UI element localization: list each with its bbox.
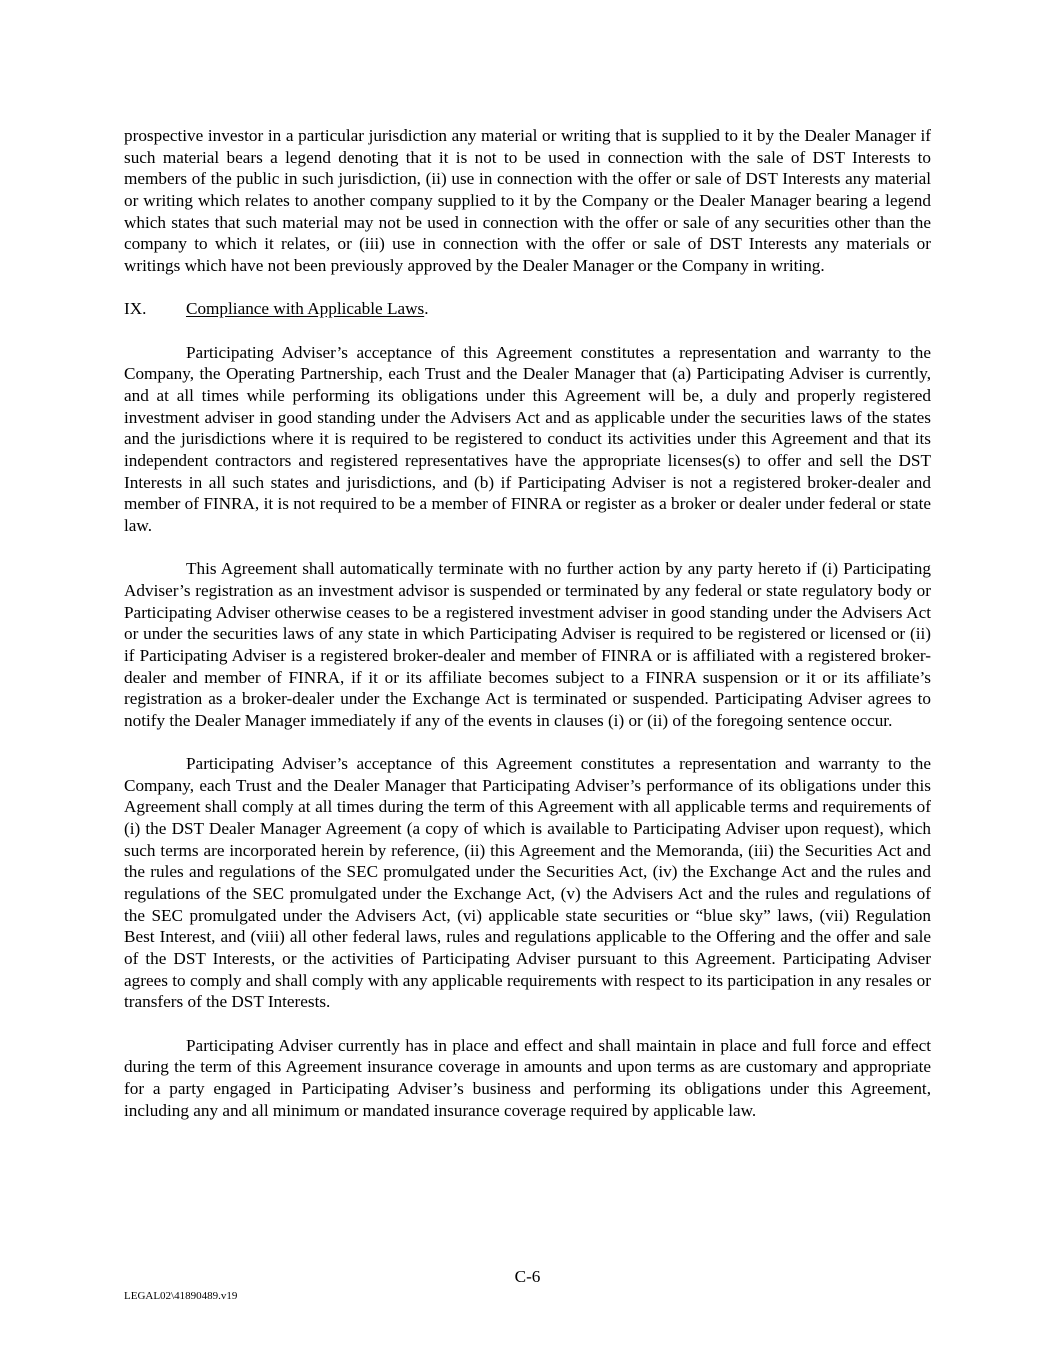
paragraph-automatic-termination: This Agreement shall automatically terminate with no further action by any party hereto if (i) Participating Adviser’s registration as an investment advisor is suspended or terminated by any federal or state regulatory body or Participating Adviser otherwise ceases to be a registered investment adviser in good standing under the Advisers Act or under the securities laws of any state in which Participating Adviser is required to be registered or licensed or (ii) if Participating Adviser is a registered broker-dealer and member of FINRA or is affiliated with a registered broker-dealer and member of FINRA, if it or its affiliate becomes subject to a FINRA suspension or it or its affiliate’s registration as a broker-dealer under the Exchange Act is terminated or suspended. Participating Adviser agrees to notify the Dealer Manager immediately if any of the events in clauses (i) or (ii) of the foregoing sentence occur. <box>124 559 931 730</box>
section-number: IX. <box>124 299 147 319</box>
document-id: LEGAL02\41890489.v19 <box>124 1290 238 1302</box>
continuation-paragraph: prospective investor in a particular jurisdiction any material or writing that is supplied to it by the Dealer Manager if such material bears a legend denoting that it is not to be used in connection with the sale of DST Interests to members of the public in such jurisdiction, (ii) use in connection with the offer or sale of DST Interests any material or writing which relates to another company supplied to it by the Company or the Dealer Manager bearing a legend which states that such material may not be used in connection with the offer or sale of any securities other than the company to which it relates, or (iii) use in connection with the offer or sale of DST Interests any materials or writings which have not been previously approved by the Dealer Manager or the Company in writing. <box>124 126 931 275</box>
page-number: C-6 <box>514 1267 541 1286</box>
section-heading <box>124 298 931 320</box>
paragraph-representation-registration: Participating Adviser’s acceptance of this Agreement constitutes a representation and warranty to the Company, the Operating Partnership, each Trust and the Dealer Manager that (a) Participating Adviser is currently, and at all times while performing its obligations under this Agreement will be, a duly and properly registered investment adviser in good standing under the Advisers Act and as applicable under the securities laws of the states and the jurisdictions where it is required to be registered to conduct its activities under this Agreement and that its independent contractors and registered representatives have the appropriate licenses(s) to offer and sell the DST Interests in all such states and jurisdictions, and (b) if Participating Adviser is not a registered broker-dealer and member of FINRA, it is not required to be a member of FINRA or register as a broker or dealer under federal or state law. <box>124 342 931 535</box>
paragraph-insurance-coverage: Participating Adviser currently has in place and effect and shall maintain in place and full force and effect during the term of this Agreement insurance coverage in amounts and upon terms as are customary and appropriate for a party engaged in Participating Adviser’s business and performing its obligations under this Agreement, including any and all minimum or mandated insurance coverage required by applicable law. <box>124 1035 931 1120</box>
section-title-wrap <box>186 298 428 320</box>
paragraph-compliance-requirements: Participating Adviser’s acceptance of this Agreement constitutes a representation and warranty to the Company, each Trust and the Dealer Manager that Participating Adviser’s performance of its obligations under this Agreement shall comply at all times during the term of this Agreement with all applicable terms and requirements of (i) the DST Dealer Manager Agreement (a copy of which is available to Participating Adviser upon request), which such terms are incorporated herein by reference, (ii) this Agreement and the Memoranda, (iii) the Securities Act and the rules and regulations of the SEC promulgated under the Securities Act, (iv) the Exchange Act and the rules and regulations of the SEC promulgated under the Exchange Act, (v) the Advisers Act and the rules and regulations of the SEC promulgated under the Advisers Act, (vi) applicable state securities or “blue sky” laws, (vii) Regulation Best Interest, and (viii) all other federal laws, rules and regulations applicable to the Offering and the offer and sale of the DST Interests, or the activities of Participating Adviser pursuant to this Agreement. Participating Adviser agrees to comply and shall comply with any applicable requirements with respect to its participation in any resales or transfers of the DST Interests. <box>124 754 931 1012</box>
document-body <box>124 125 931 1121</box>
section-title-suffix: . <box>424 299 429 319</box>
section-title: Compliance with Applicable Laws <box>186 299 425 319</box>
